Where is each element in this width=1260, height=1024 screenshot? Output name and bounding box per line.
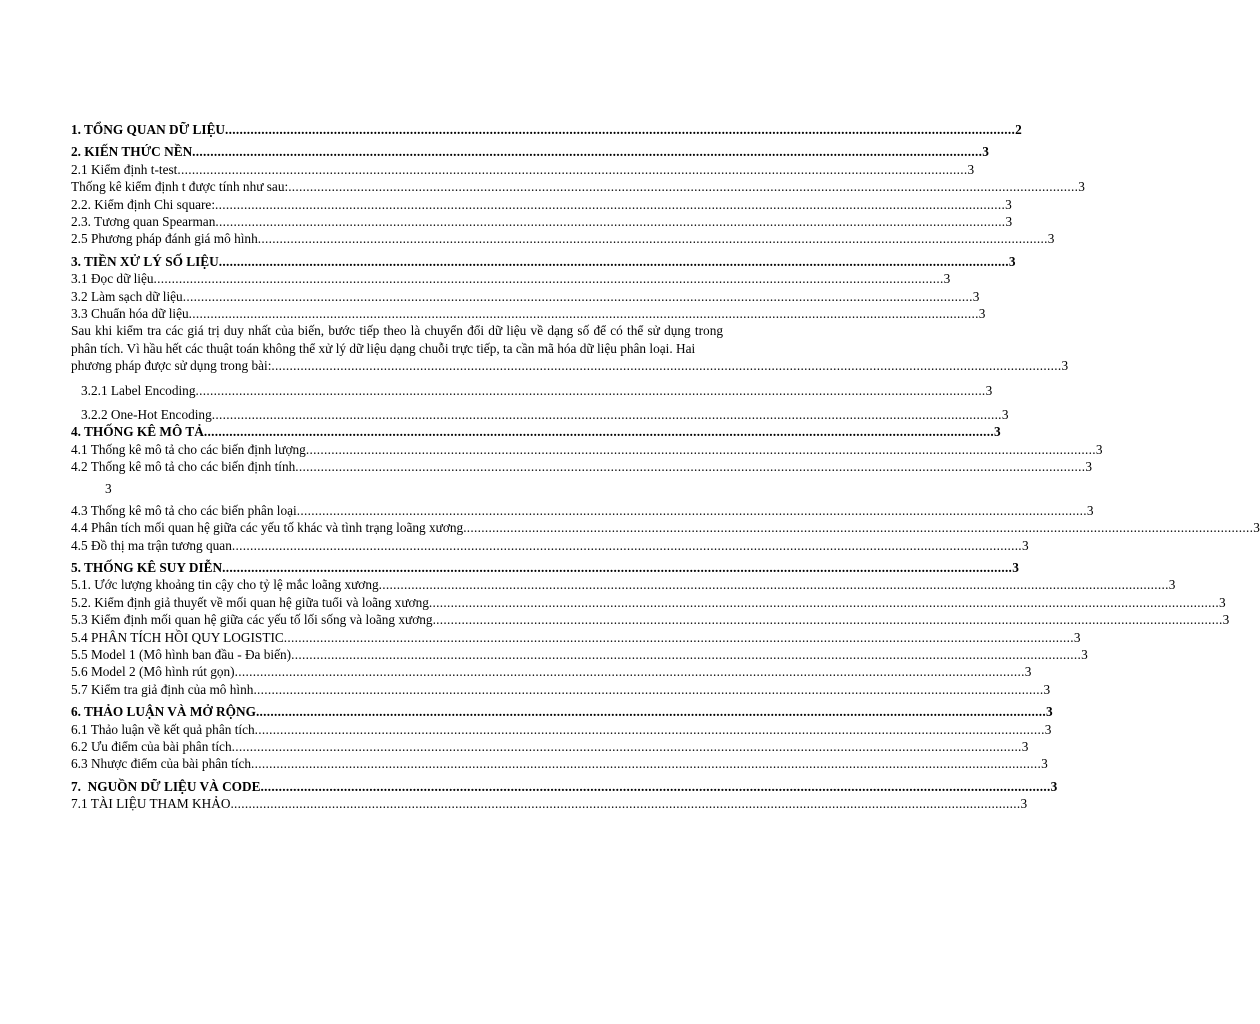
toc-page-number: 3: [982, 144, 989, 160]
toc-entry-5-1[interactable]: [71, 576, 1176, 593]
toc-label: 3.2.2 One-Hot Encoding: [81, 406, 212, 422]
toc-paragraph-last-line[interactable]: [71, 357, 1069, 374]
toc-page-number: 3: [943, 271, 951, 287]
toc-label: 5. THỐNG KÊ SUY DIỄN: [71, 560, 223, 576]
toc-entry-5-4[interactable]: [71, 629, 1081, 646]
toc-label: 2.2. Kiểm định Chi square:: [71, 196, 216, 212]
dot-leader: ..........................................................................................................................................................................................................................: [253, 681, 1044, 697]
dot-leader: ..........................................................................................................................................................................................................................: [192, 144, 983, 160]
dot-leader: ..........................................................................................................................................................................................................................: [153, 271, 944, 287]
toc-label: 3.3 Chuẩn hóa dữ liệu: [71, 305, 189, 321]
toc-label: 7. NGUỒN DỮ LIỆU VÀ CODE: [71, 778, 261, 794]
toc-label: 1. TỔNG QUAN DỮ LIỆU: [71, 121, 226, 137]
toc-page-number: 3: [1047, 231, 1055, 247]
toc-page-number: 3: [972, 288, 980, 304]
toc-page-number: 3: [1085, 459, 1093, 475]
dot-leader: ..........................................................................................................................................................................................................................: [251, 756, 1042, 772]
toc-page-number: 3: [1020, 796, 1028, 812]
toc-entry-2-3[interactable]: [71, 213, 1013, 230]
toc-page-number: 3: [1222, 612, 1230, 628]
toc-label: 5.1. Ước lượng khoảng tin cậy cho tỷ lệ mắc loãng xương: [71, 577, 379, 593]
toc-page-number: 3: [1253, 520, 1260, 536]
dot-leader: ..........................................................................................................................................................................................................................: [195, 382, 986, 398]
toc-entry-2-2[interactable]: [71, 196, 1012, 213]
toc-label: 7.1 TÀI LIỆU THAM KHẢO: [71, 796, 231, 812]
toc-label: 5.7 Kiểm tra giả định của mô hình: [71, 681, 254, 697]
toc-label: 5.5 Model 1 (Mô hình ban đầu - Đa biến): [71, 646, 292, 662]
toc-entry-5-7[interactable]: [71, 681, 1051, 698]
toc-entry-3-2-2[interactable]: [71, 406, 1009, 423]
toc-label: 5.4 PHÂN TÍCH HỒI QUY LOGISTIC: [71, 629, 284, 645]
dot-leader: ..........................................................................................................................................................................................................................: [230, 796, 1021, 812]
toc-page-number: 3: [1168, 577, 1176, 593]
toc-entry-2-5[interactable]: [71, 230, 1055, 247]
dot-leader: ..........................................................................................................................................................................................................................: [177, 161, 968, 177]
toc-page-number: 3: [1043, 681, 1051, 697]
toc-label: 6.1 Thảo luận về kết quả phân tích: [71, 721, 255, 737]
toc-page-number: 3: [1218, 594, 1226, 610]
toc-page-number: 3: [1001, 406, 1009, 422]
dot-leader: ..........................................................................................................................................................................................................................: [432, 612, 1223, 628]
toc-label: 3.1 Đọc dữ liệu: [71, 271, 154, 287]
toc-page-number: 3: [1081, 646, 1088, 662]
toc-page-number: 3: [985, 382, 993, 398]
dot-leader: ..........................................................................................................................................................................................................................: [255, 704, 1047, 720]
dot-leader: ..........................................................................................................................................................................................................................: [234, 664, 1025, 680]
toc-label: 6.2 Ưu điểm của bài phân tích: [71, 738, 232, 754]
dot-leader: ..........................................................................................................................................................................................................................: [296, 502, 1087, 518]
toc-entry-4-5[interactable]: [71, 537, 1029, 554]
toc-entry-4[interactable]: [71, 423, 1001, 440]
toc-label: 4.1 Thống kê mô tả cho các biến định lượng: [71, 441, 306, 457]
toc-entry-3-3[interactable]: [71, 305, 986, 322]
dot-leader: ..........................................................................................................................................................................................................................: [428, 594, 1219, 610]
dot-leader: ..........................................................................................................................................................................................................................: [254, 721, 1045, 737]
toc-page-number: 3: [1044, 721, 1052, 737]
dot-leader: ..........................................................................................................................................................................................................................: [182, 288, 973, 304]
toc-label: 5.6 Model 2 (Mô hình rút gọn): [71, 664, 235, 680]
toc-entry-6-3[interactable]: [71, 755, 1048, 772]
toc-page-number: 3: [1061, 358, 1069, 374]
toc-page-number: 3: [1008, 253, 1016, 269]
toc-label: 3. TIỀN XỬ LÝ SỐ LIỆU: [71, 253, 219, 269]
toc-entry-6-2[interactable]: [71, 738, 1029, 755]
toc-entry-3[interactable]: [71, 253, 1016, 270]
dot-leader: ..........................................................................................................................................................................................................................: [283, 629, 1074, 645]
toc-label: 4.3 Thống kê mô tả cho các biến phân loại: [71, 502, 297, 518]
toc-paragraph: Sau khi kiểm tra các giá trị duy nhất của biến, bước tiếp theo là chuyển đổi dữ liệu về dạng số để có thể sử dụng trong phân tích. Vì hầu hết các thuật toán không thể xử lý dữ liệu dạng chuỗi trực tiếp, ta cần mã hóa dữ liệu phân loại. Hai: [71, 323, 723, 356]
table-of-contents: [71, 121, 1260, 813]
toc-page-number: 3: [978, 305, 986, 321]
toc-page-number: 3: [1021, 537, 1029, 553]
toc-page-number: 3: [1095, 441, 1103, 457]
toc-label: 2.3. Tương quan Spearman: [71, 213, 216, 229]
dot-leader: ..........................................................................................................................................................................................................................: [203, 424, 994, 440]
toc-entry-5-2[interactable]: [71, 594, 1226, 611]
dot-leader: ..........................................................................................................................................................................................................................: [257, 231, 1048, 247]
toc-entry-2-1[interactable]: [71, 161, 975, 178]
toc-entry-5[interactable]: [71, 559, 1019, 576]
dot-leader: ..........................................................................................................................................................................................................................: [378, 577, 1169, 593]
dot-leader: ..........................................................................................................................................................................................................................: [291, 646, 1082, 662]
toc-label: 3.2 Làm sạch dữ liệu: [71, 288, 183, 304]
toc-page-number: 3: [1041, 756, 1048, 772]
toc-label: 2. KIẾN THỨC NỀN: [71, 144, 193, 160]
toc-page-number: 3: [1005, 196, 1012, 212]
toc-entry-7-1[interactable]: [71, 795, 1028, 812]
toc-label: 6. THẢO LUẬN VÀ MỞ RỘNG: [71, 704, 256, 720]
toc-label: phương pháp được sử dụng trong bài:: [71, 358, 272, 374]
dot-leader: ..........................................................................................................................................................................................................................: [211, 406, 1002, 422]
dot-leader: ..........................................................................................................................................................................................................................: [295, 459, 1086, 475]
toc-label: 4.4 Phân tích mối quan hệ giữa các yếu tố khác và tình trạng loãng xương: [71, 520, 464, 536]
toc-entry-4-4[interactable]: [71, 519, 1260, 536]
toc-page-number: 3: [1073, 629, 1081, 645]
toc-label: Thống kê kiểm định t được tính như sau:: [71, 179, 289, 195]
toc-page-number: 3: [1012, 560, 1019, 576]
toc-entry-7[interactable]: [71, 778, 1058, 795]
dot-leader: ..........................................................................................................................................................................................................................: [231, 537, 1022, 553]
toc-entry-3-2[interactable]: [71, 288, 980, 305]
dot-leader: ..........................................................................................................................................................................................................................: [222, 560, 1013, 576]
toc-page-number: 3: [1021, 738, 1029, 754]
toc-entry-3-1[interactable]: [71, 270, 951, 287]
toc-entry-2[interactable]: [71, 143, 989, 160]
toc-entry-3-2-1[interactable]: [71, 382, 993, 399]
toc-page-number: 3: [993, 424, 1001, 440]
dot-leader: ..........................................................................................................................................................................................................................: [463, 520, 1254, 536]
toc-page-number: 3: [1086, 502, 1094, 518]
dot-leader: ..........................................................................................................................................................................................................................: [231, 738, 1022, 754]
toc-label: 6.3 Nhược điểm của bài phân tích: [71, 756, 252, 772]
toc-page-number: 3: [1024, 664, 1032, 680]
toc-page-number: 3: [967, 161, 975, 177]
toc-entry-4-3[interactable]: [71, 502, 1094, 519]
toc-label: 2.5 Phương pháp đánh giá mô hình: [71, 231, 258, 247]
dot-leader: ..........................................................................................................................................................................................................................: [188, 305, 979, 321]
toc-page-number: 3: [1046, 704, 1053, 720]
dot-leader: ..........................................................................................................................................................................................................................: [288, 179, 1079, 195]
toc-entry-1[interactable]: [71, 121, 1022, 138]
toc-entry-6[interactable]: [71, 703, 1053, 720]
toc-entry-4-1[interactable]: [71, 441, 1103, 458]
toc-entry-6-1[interactable]: [71, 721, 1052, 738]
toc-page-number: 3: [1078, 179, 1085, 195]
toc-page-number: 3: [1050, 778, 1058, 794]
toc-entry-4-2[interactable]: [71, 458, 1093, 475]
dot-leader: ..........................................................................................................................................................................................................................: [215, 213, 1006, 229]
toc-label: 5.3 Kiểm định mối quan hệ giữa các yếu tố lối sống và loãng xương: [71, 612, 433, 628]
toc-entry-5-3[interactable]: [71, 611, 1230, 628]
dot-leader: ..........................................................................................................................................................................................................................: [215, 196, 1006, 212]
toc-label: 3.2.1 Label Encoding: [81, 382, 196, 398]
toc-label: 5.2. Kiểm định giả thuyết về mối quan hệ giữa tuổi và loãng xương: [71, 594, 429, 610]
toc-label: 4. THỐNG KÊ MÔ TẢ: [71, 424, 204, 440]
toc-page-number: 2: [1015, 121, 1022, 137]
toc-label: 2.1 Kiểm định t-test: [71, 161, 178, 177]
toc-entry-5-5[interactable]: [71, 646, 1088, 663]
toc-page-number: 3: [1005, 213, 1013, 229]
stray-page-number: 3: [105, 481, 112, 497]
dot-leader: ..........................................................................................................................................................................................................................: [225, 121, 1016, 137]
dot-leader: ..........................................................................................................................................................................................................................: [260, 778, 1051, 794]
toc-label: 4.5 Đồ thị ma trận tương quan: [71, 537, 232, 553]
toc-label: 4.2 Thống kê mô tả cho các biến định tính: [71, 459, 296, 475]
dot-leader: ..........................................................................................................................................................................................................................: [305, 441, 1096, 457]
dot-leader: ..........................................................................................................................................................................................................................: [271, 358, 1062, 374]
toc-entry-2-1b[interactable]: [71, 178, 1085, 195]
toc-entry-5-6[interactable]: [71, 663, 1032, 680]
dot-leader: ..........................................................................................................................................................................................................................: [218, 253, 1009, 269]
